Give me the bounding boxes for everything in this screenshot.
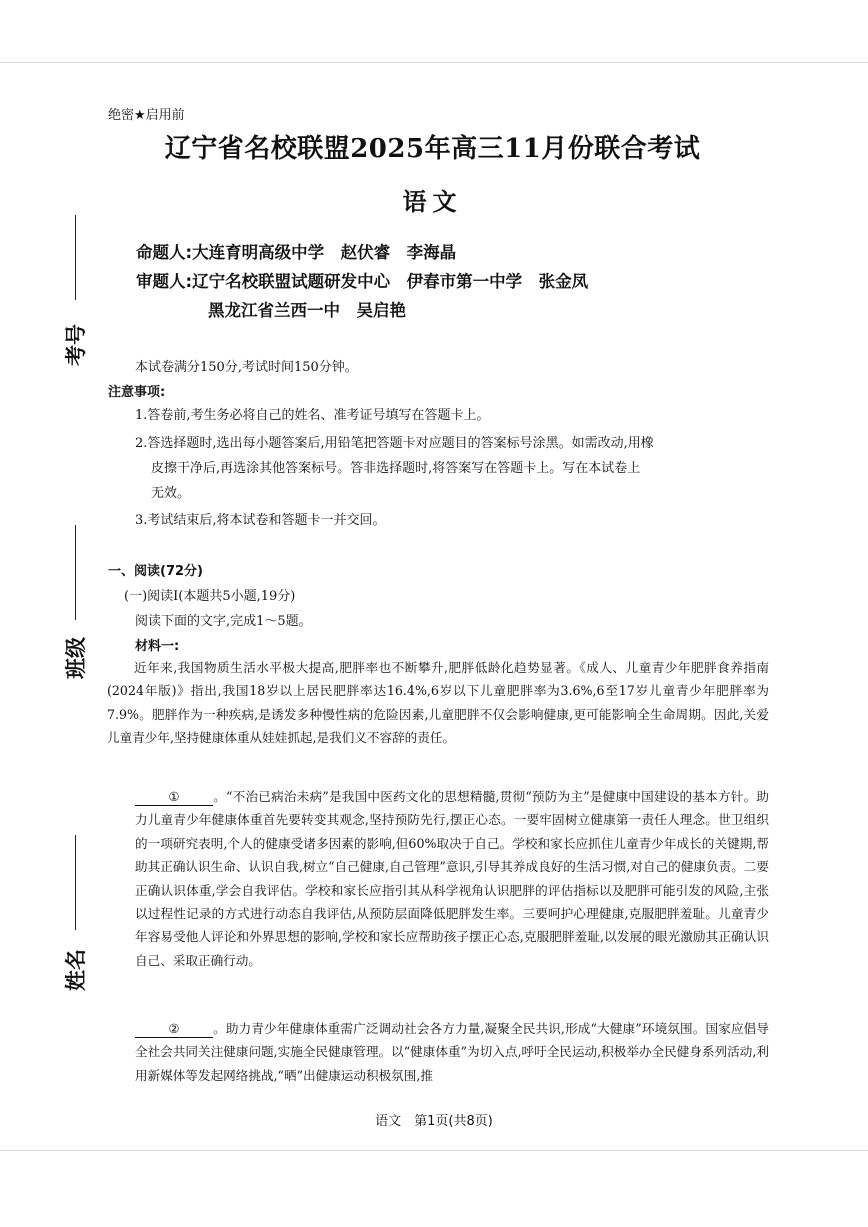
name-underline: [75, 835, 76, 930]
subject-title: 语文: [402, 187, 463, 216]
reading-instruction: 阅读下面的文字,完成1～5题。: [135, 614, 312, 629]
exam-title: 辽宁省名校联盟2025年高三11月份联合考试: [164, 134, 701, 164]
notice-item-1: 1.答卷前,考生务必将自己的姓名、准考证号填写在答题卡上。: [135, 408, 490, 423]
class-underline: [75, 525, 76, 620]
page-footer: 语文 第1页(共8页): [375, 1114, 493, 1129]
material-label: 材料一:: [135, 639, 180, 654]
notice-item-3: 3.考试结束后,将本试卷和答题卡一并交回。: [135, 513, 386, 528]
sub-section-heading: (一)阅读Ⅰ(本题共5小题,19分): [124, 589, 296, 604]
notice-item-2-end: 无效。: [151, 486, 191, 501]
notice-item-2-cont: 皮擦干净后,再选涂其他答案标号。答非选择题时,将答案写在答题卡上。写在本试卷上: [151, 461, 641, 476]
paragraph-1: 近年来,我国物质生活水平极大提高,肥胖率也不断攀升,肥胖低龄化趋势显著。《成人、儿童青少年肥胖食养指南(2024年版)》指出,我国18岁以上居民肥胖率达16.4%,6岁以下儿童肥胖率为3.6%,6至17岁儿童青少年肥胖率为7.9%。肥胖作为一种疾病,是诱发多种慢性病的危险因素,儿童肥胖不仅会影响健康,更可能影响全生命周期。因此,关爱儿童青少年,坚持健康体重从娃娃抓起,是我们义不容辞的责任。: [107, 660, 769, 746]
notice-title: 注意事项:: [108, 385, 166, 400]
proposers-line: 命题人:大连育明高级中学 赵伏睿 李海晶: [136, 243, 457, 262]
score-time-note: 本试卷满分150分,考试时间150分钟。: [135, 360, 358, 375]
name-label: 姓名: [64, 949, 88, 991]
reviewers-line-1: 审题人:辽宁名校联盟试题研发中心 伊春市第一中学 张金凤: [136, 272, 589, 291]
notice-item-2: 2.答选择题时,选出每小题答案后,用铅笔把答题卡对应题目的答案标号涂黑。如需改动,用橡: [135, 436, 654, 451]
scan-border-bottom: [0, 1150, 868, 1151]
paragraph-3: [107, 1017, 769, 1087]
paragraph-2: [107, 785, 769, 972]
scan-border-top: [0, 62, 868, 63]
exam-no-label: 考号: [64, 324, 88, 366]
fill-blank-1[interactable]: ①: [135, 789, 213, 806]
confidential-mark: 绝密★启用前: [108, 108, 185, 123]
paragraph-3-text: 。助力青少年健康体重需广泛调动社会各方力量,凝聚全民共识,形成“大健康”环境氛围。国家应倡导全社会共同关注健康问题,实施全民健康管理。以“健康体重”为切入点,呼吁全民运动,积极举办全民健身系列活动,利用新媒体等发起网络挑战,“晒”出健康运动积极氛围,推: [135, 1021, 769, 1083]
exam-no-underline: [75, 215, 76, 300]
reviewers-line-2: 黑龙江省兰西一中 吴启艳: [208, 301, 406, 320]
paragraph-2-text: 。“不治已病治未病”是我国中医药文化的思想精髓,贯彻“预防为主”是健康中国建设的基本方针。助力儿童青少年健康体重首先要转变其观念,坚持预防先行,摆正心态。一要牢固树立健康第一责任人理念。世卫组织的一项研究表明,个人的健康受诸多因素的影响,但60%取决于自己。学校和家长应抓住儿童青少年成长的关键期,帮助其正确认识生命、认识自我,树立“自己健康,自己管理”意识,引导其养成良好的生活习惯,对自己的健康负责。二要正确认识体重,学会自我评估。学校和家长应指引其从科学视角认识肥胖的评估指标以及肥胖可能引发的风险,主张以过程性记录的方式进行动态自我评估,从预防层面降低肥胖发生率。三要呵护心理健康,克服肥胖羞耻。儿童青少年容易受他人评论和外界思想的影响,学校和家长应帮助孩子摆正心态,克服肥胖羞耻,以发展的眼光激励其正确认识自己、采取正确行动。: [135, 789, 769, 968]
fill-blank-2[interactable]: ②: [135, 1021, 213, 1038]
section-heading: 一、阅读(72分): [108, 564, 203, 579]
class-label: 班级: [64, 637, 88, 679]
